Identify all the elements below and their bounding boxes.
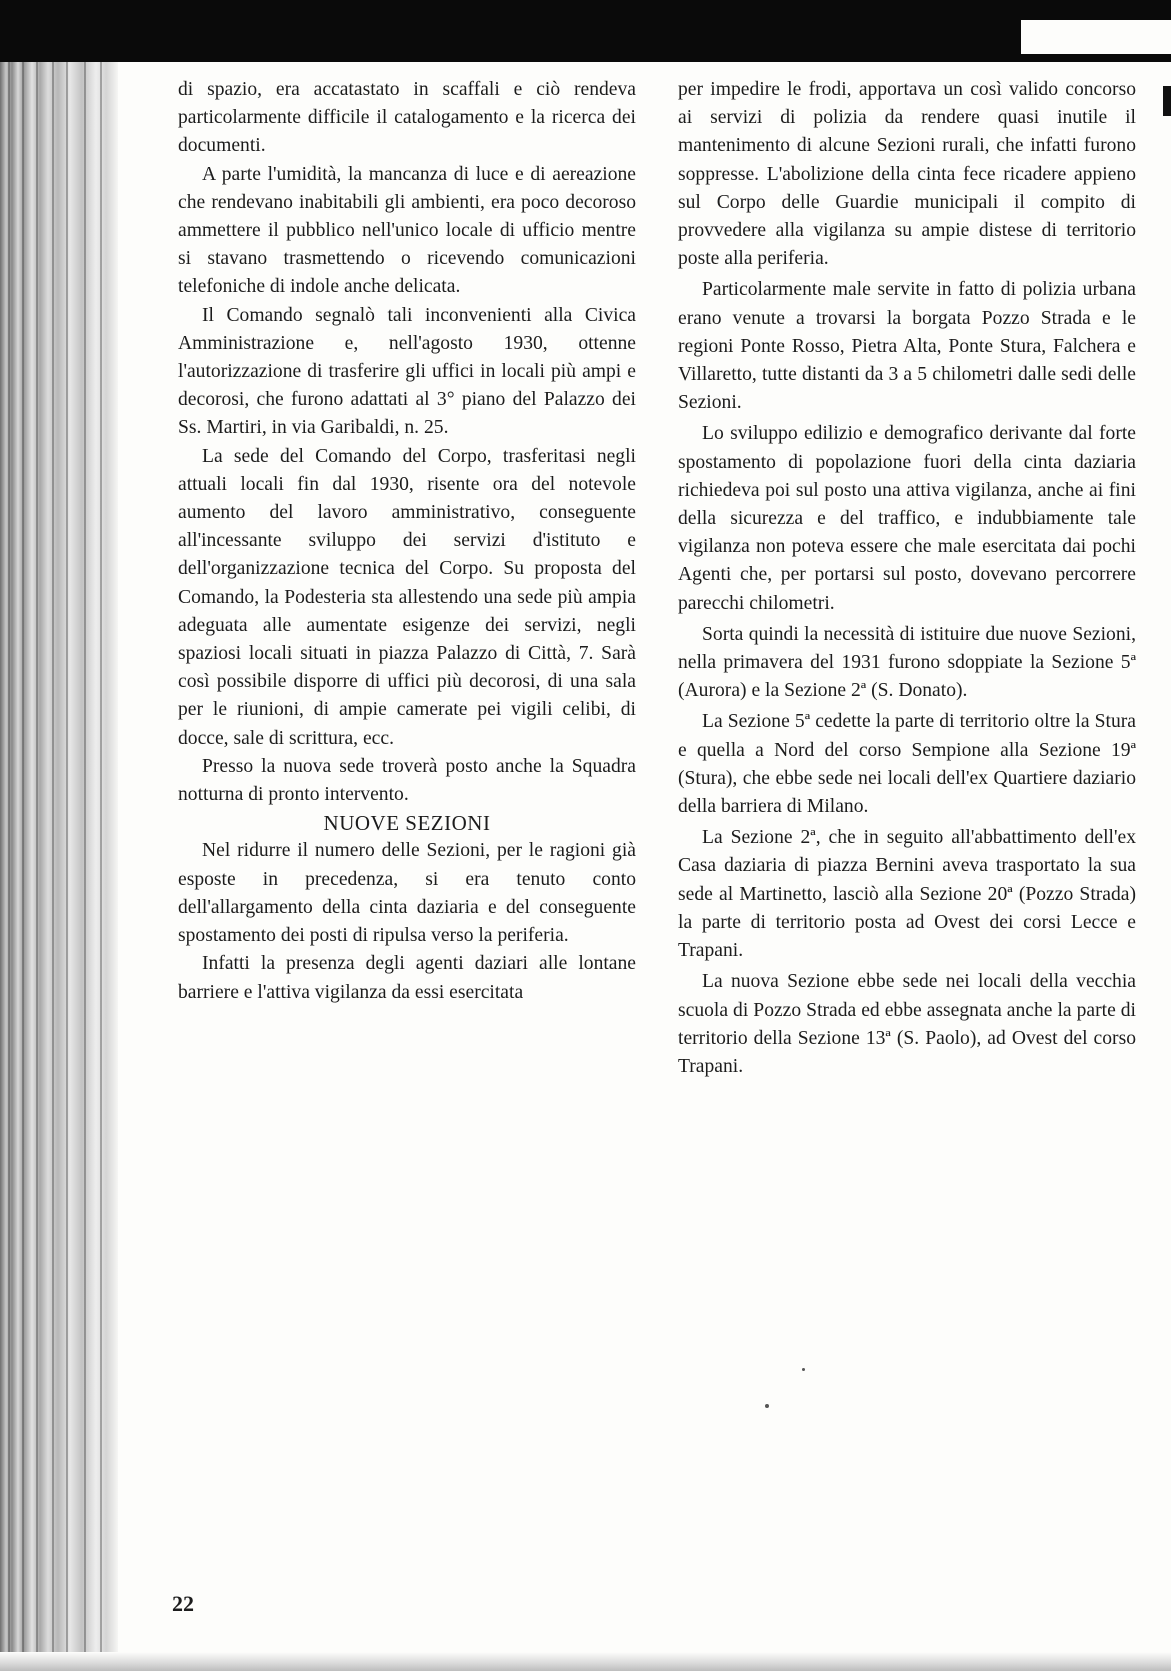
paragraph: Nel ridurre il numero delle Sezioni, per le ragioni già esposte in precedenza, si era tenuto conto dell'allargamento della cinta daziaria e del conseguente spostamento dei posti di ripulsa verso la periferia. bbox=[178, 840, 636, 947]
right-column bbox=[678, 76, 1136, 1081]
scan-corner-mark bbox=[1163, 86, 1171, 116]
paragraph: La Sezione 2ª, che in seguito all'abbattimento dell'ex Casa daziaria di piazza Bernini aveva trasportato la sua sede al Martinetto, lasciò alla Sezione 20ª (Pozzo Strada) la parte di territorio posta ad Ovest dei corsi Lecce e Trapani. bbox=[678, 827, 1136, 962]
paragraph: La Sezione 5ª cedette la parte di territorio oltre la Stura e quella a Nord del corso Sempione alla Sezione 19ª (Stura), che ebbe sede nei locali dell'ex Quartiere daziario della barriera di Milano. bbox=[678, 711, 1136, 818]
paragraph: Lo sviluppo edilizio e demografico derivante dal forte spostamento di popolazione fuori della cinta daziaria richiedeva poi sul posto una attiva vigilanza, anche ai fini della sicurezza e del traffico, e indubbiamente tale vigilanza non poteva essere che male esercitata dai pochi Agenti che, per portarsi sul posto, dovevano percorrere parecchi chilometri. bbox=[678, 423, 1136, 614]
paragraph: Particolarmente male servite in fatto di polizia urbana erano venute a trovarsi la borgata Pozzo Strada e le regioni Ponte Rosso, Pietra Alta, Ponte Stura, Falchera e Villaretto, tutte distanti da 3 a 5 chilometri dalle sedi delle Sezioni. bbox=[678, 279, 1136, 414]
scan-bottom-edge bbox=[0, 1652, 1171, 1671]
paragraph: Infatti la presenza degli agenti daziari alle lontane barriere e l'attiva vigilanza da essi esercitata bbox=[178, 953, 636, 1003]
left-column bbox=[178, 76, 636, 1007]
book-spine-shadow bbox=[0, 62, 118, 1671]
section-heading: NUOVE SEZIONI bbox=[323, 811, 491, 836]
paragraph: per impedire le frodi, apportava un così valido concorso ai servizi di polizia da rendere quasi inutile il mantenimento di alcune Sezioni rurali, che infatti furono soppresse. L'abolizione della cinta fece ricadere appieno sul Corpo delle Guardie municipali il compito di provvedere alla vigilanza su ampie distese di territorio poste alla periferia. bbox=[678, 79, 1136, 270]
page-number: 22 bbox=[172, 1591, 194, 1616]
scan-speck bbox=[802, 1368, 805, 1371]
paragraph: Sorta quindi la necessità di istituire due nuove Sezioni, nella primavera del 1931 furono sdoppiate la Sezione 5ª (Aurora) e la Sezione 2ª (S. Donato). bbox=[678, 623, 1136, 702]
paragraph: La nuova Sezione ebbe sede nei locali della vecchia scuola di Pozzo Strada ed ebbe assegnata anche la parte di territorio della Sezione 13ª (S. Paolo), ad Ovest del corso Trapani. bbox=[678, 971, 1136, 1077]
scan-top-notch bbox=[1021, 20, 1171, 54]
paragraph: Presso la nuova sede troverà posto anche la Squadra notturna di pronto intervento. bbox=[178, 755, 636, 806]
paragraph: A parte l'umidità, la mancanza di luce e di aereazione che rendevano inabitabili gli ambienti, era poco decoroso ammettere il pubblico nell'unico locale di ufficio mentre si stavano trasmettendo o ricevendo comunicazioni telefoniche di indole anche delicata. bbox=[178, 163, 636, 298]
paragraph: Il Comando segnalò tali inconvenienti alla Civica Amministrazione e, nell'agosto 1930, ottenne l'autorizzazione di trasferire gli uffici in locali più ampi e decorosi, che furono adattati al 3° piano del Palazzo dei Ss. Martiri, in via Garibaldi, n. 25. bbox=[178, 304, 636, 439]
scan-speck bbox=[765, 1404, 769, 1408]
paragraph: La sede del Comando del Corpo, trasferitasi negli attuali locali fin dal 1930, risente ora del notevole aumento del lavoro amministrativo, conseguente all'incessante sviluppo dei servizi d'istituto e dell'organizzazione tecnica del Corpo. Su proposta del Comando, la Podesteria sta allestendo una sede più ampia adeguata alle aumentate esigenze dei servizi, negli spaziosi locali situati in piazza Palazzo di Città, 7. Sarà così possibile disporre di uffici più decorosi, di una sala per le riunioni, di ampie camerate pei vigili celibi, di docce, sale di scrittura, ecc. bbox=[178, 445, 636, 749]
paragraph: di spazio, era accatastato in scaffali e ciò rendeva particolarmente difficile il catalogamento e la ricerca dei documenti. bbox=[178, 79, 636, 157]
scan-top-shadow bbox=[0, 0, 1171, 62]
